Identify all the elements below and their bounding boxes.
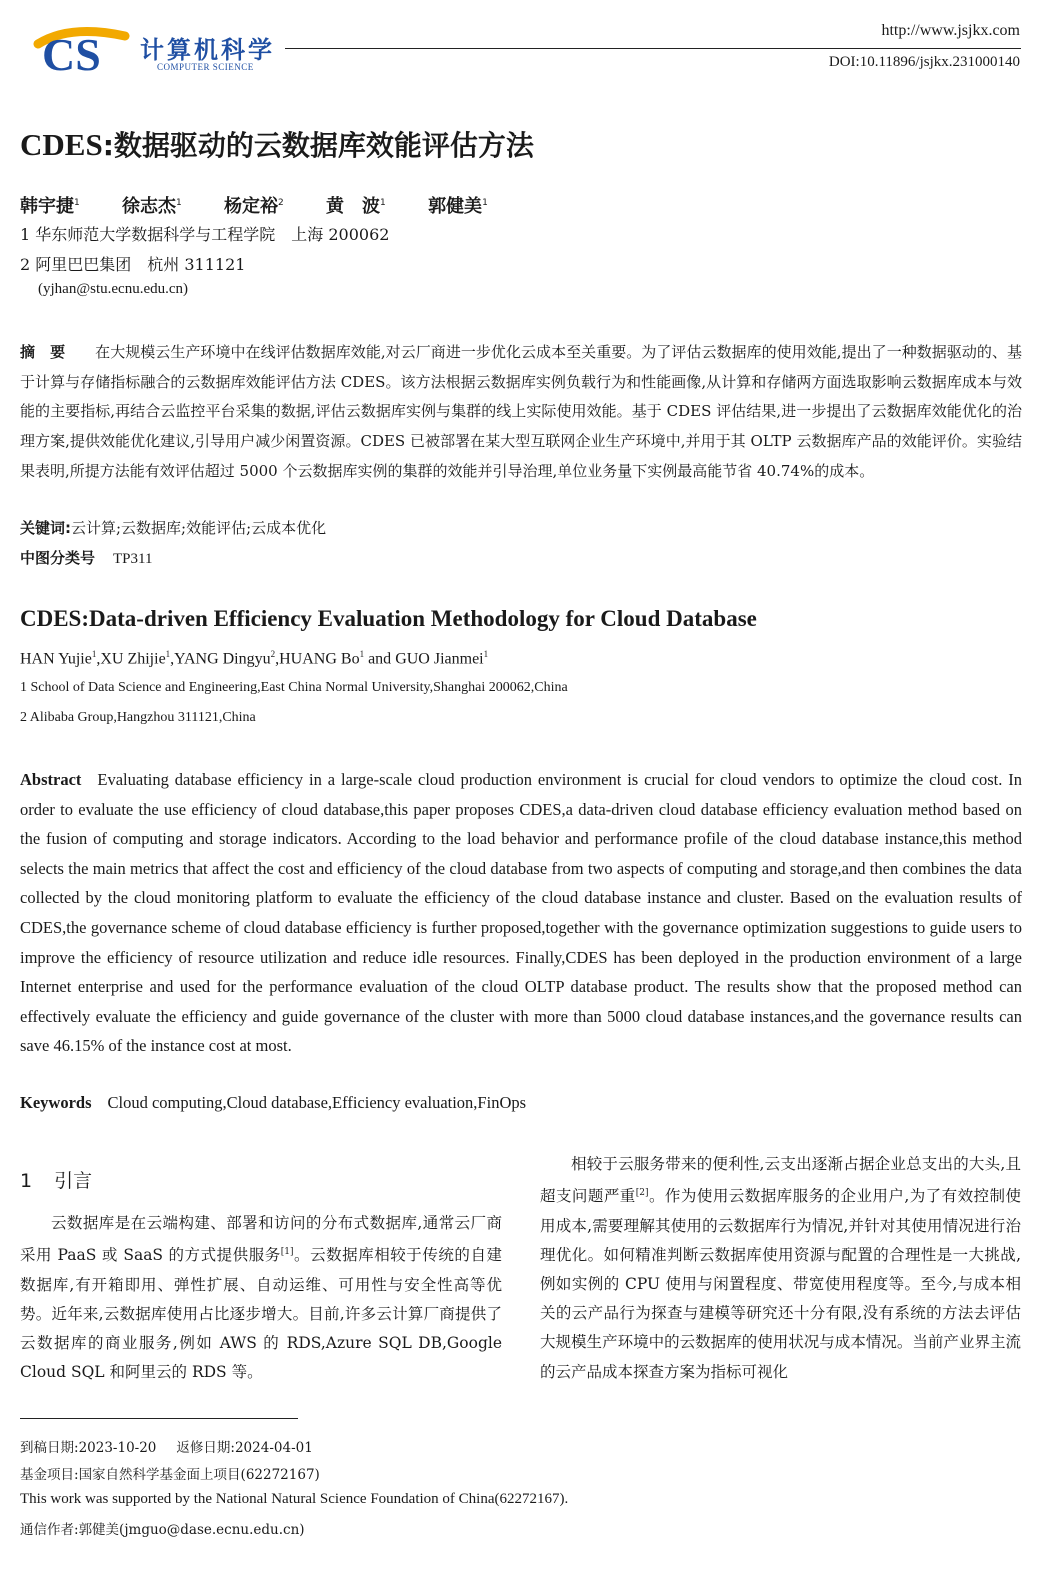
footnote-corresponding-author: 通信作者:郭健美(jmguo@dase.ecnu.edu.cn) (20, 1522, 305, 1538)
paper-title-cn (20, 124, 534, 164)
author-cn: 郭健美$^1$ (428, 196, 488, 217)
authors-en: HAN Yujie$^1$,XU Zhijie$^1$,YANG Dingyu$^2$,HUANG Bo$^1$ and GUO Jianmei$^1$ (20, 649, 489, 668)
affiliation-en-1: 1 School of Data Science and Engineering,East China Normal University,Shanghai 200062,China (20, 680, 568, 695)
author-cn: 杨定裕$^2$ (224, 196, 284, 217)
header-rule (285, 48, 1021, 49)
author-cn: 黄 波$^1$ (326, 196, 386, 217)
journal-url[interactable]: http://www.jsjkx.com (881, 22, 1020, 39)
keywords-en: Keywords Cloud computing,Cloud database,Efficiency evaluation,FinOps (20, 1093, 527, 1112)
section-heading-1: 1 引言 (20, 1170, 93, 1192)
abstract-cn-text: 在大规模云生产环境中在线评估数据库效能,对云厂商进一步优化云成本至关重要。为了评估云数据库的使用效能,提出了一种数据驱动的、基于计算与存储指标融合的云数据库效能评估方法 CDES。该方法根据云数据库实例负载行为和性能画像,从计算和存储两方面选取影响云数据库成本与效能的主要指标,再结合云监控平台采集的数据,评估云数据库实例与集群的线上实际使用效能。基于 CDES 评估结果,进一步提出了云数据库效能优化的治理方案,提供效能优化建议,引导用户减少闲置资源。CDES 已被部署在某大型互联网企业生产环境中,并用于其 OLTP 云数据库产品的效能评价。实验结果表明,所提方法能有效评估超过 5000 个云数据库实例的集群的效能并引导治理,单位业务量下实例最高能节省 40.74%的成本。 (20, 343, 1022, 480)
title-rest: :数据驱动的云数据库效能评估方法 (102, 129, 534, 162)
abstract-cn (20, 338, 1022, 487)
footnote-fund: 基金项目:国家自然科学基金面上项目(62272167) (20, 1467, 320, 1483)
author-email[interactable]: (yjhan@stu.ecnu.edu.cn) (38, 281, 189, 297)
body-text-right-column: 相较于云服务带来的便利性,云支出逐渐占据企业总支出的大头,且超支问题严重[2]。作为使用云数据库服务的企业用户,为了有效控制使用成本,需要理解其使用的云数据库行为情况,并针对其使用情况进行治理优化。如何精准判断云数据库使用资源与配置的合理性是一大挑战,例如实例的 CPU 使用与闲置程度、带宽使用程度等。至今,与成本相关的云产品行为探查与建模等研究还十分有限,没有系统的方法去评估大规模生产环境中的云数据库的使用状况与成本情况。当前产业界主流的云产品成本探查方案为指标可视化 (540, 1155, 1021, 1381)
title-prefix: CDES (20, 127, 103, 162)
journal-name-en: COMPUTER SCIENCE (157, 62, 254, 72)
paper-title-en: CDES:Data-driven Efficiency Evaluation Methodology for Cloud Database (20, 606, 757, 631)
abstract-en (20, 765, 1022, 1061)
abstract-en-label: Abstract (20, 770, 82, 789)
footnote-dates: 到稿日期:2023-10-20 返修日期:2024-04-01 (20, 1440, 313, 1456)
body-text-left-column: 云数据库是在云端构建、部署和访问的分布式数据库,通常云厂商采用 PaaS 或 SaaS 的方式提供服务[1]。云数据库相较于传统的自建数据库,有开箱即用、弹性扩展、自动运维、可用性与安全性高等优势。近年来,云数据库使用占比逐步增大。目前,许多云计算厂商提供了云数据库的商业服务,例如 AWS 的 RDS,Azure SQL DB,Google Cloud SQL 和阿里云的 RDS 等。 (20, 1214, 502, 1382)
author-cn: 韩宇捷$^1$ (20, 196, 80, 217)
doi[interactable]: DOI:10.11896/jsjkx.231000140 (828, 54, 1020, 70)
affiliation-cn-1: 1 华东师范大学数据科学与工程学院 上海 200062 (20, 225, 390, 244)
authors-cn (20, 192, 524, 218)
author-cn: 徐志杰$^1$ (122, 196, 182, 217)
keywords-cn: 关键词:云计算;云数据库;效能评估;云成本优化 (20, 519, 327, 537)
journal-name-cn: 计算机科学 (140, 36, 275, 64)
footnote-fund-en: This work was supported by the National Natural Science Foundation of China(62272167). (20, 1491, 569, 1507)
affiliation-en-2: 2 Alibaba Group,Hangzhou 311121,China (20, 710, 256, 725)
affiliation-cn-2: 2 阿里巴巴集团 杭州 311121 (20, 255, 246, 274)
footnote-rule (20, 1418, 298, 1419)
abstract-cn-label: 摘 要 (20, 343, 66, 361)
logo-letters: CS (42, 29, 101, 78)
abstract-en-text: Evaluating database efficiency in a large-scale cloud production environment is crucial for cloud vendors to optimize the cloud cost. In order to evaluate the use efficiency of cloud database,this paper proposes CDES,a data-driven cloud database efficiency evaluation method based on the fusion of computing and storage indicators. According to the load behavior and performance profile of the cloud database instance,this method selects the main metrics that affect the cost and efficiency of the cloud database from two aspects of computing and storage,and then combines the data collected by the cloud monitoring platform to evaluate the efficiency of the cloud database instance and cluster. Based on the evaluation results of CDES,the governance scheme of cloud database efficiency is further proposed,together with the governance optimization suggestions to guide users to improve the efficiency of resource utilization and reduce idle resources. Finally,CDES has been deployed in the production environment of a large Internet enterprise and used for the performance evaluation of the cloud OLTP database product. The results show that the proposed method can effectively evaluate the efficiency and guide governance of the cluster with more than 5000 cloud database instances,and the governance results can save 46.15% of the instance cost at most. (20, 770, 1022, 1056)
clc-number: 中图分类号 TP311 (20, 549, 153, 567)
